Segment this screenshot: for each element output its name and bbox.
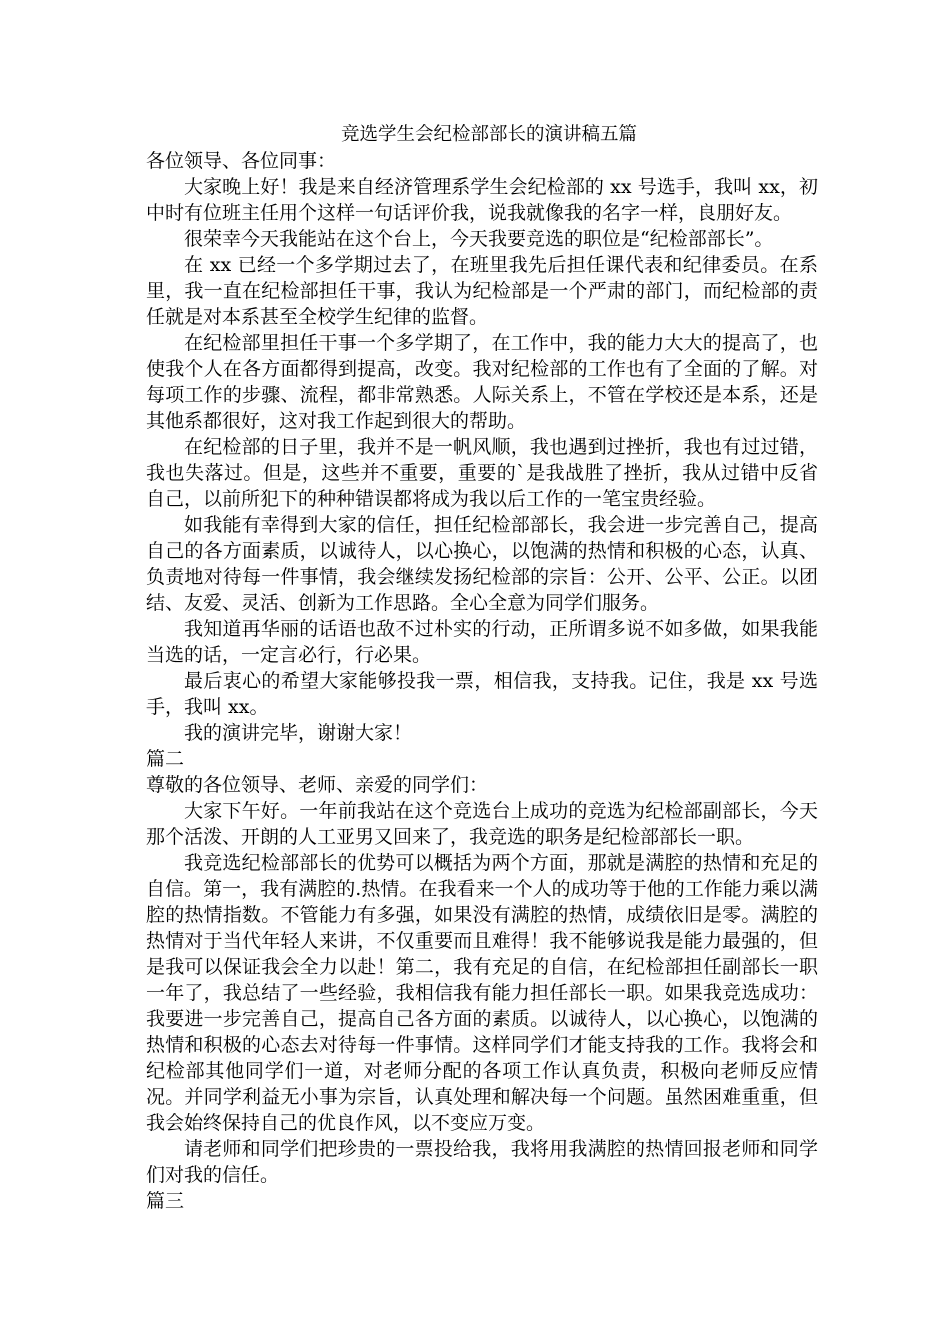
paragraph: 各位领导、各位同事： bbox=[146, 150, 337, 172]
paragraph: 在纪检部里担任干事一个多学期了，在工作中，我的能力大大的提高了，也使我个人在各方面都得到提高，改变。我对纪检部的工作也有了全面的了解。对每项工作的步骤、流程，都非常熟悉。人际关系上，不管在学校还是本系，还是其他系都很好，这对我工作起到很大的帮助。 bbox=[146, 332, 818, 432]
paragraph: 很荣幸今天我能站在这个台上，今天我要竞选的职位是“纪检部部长”。 bbox=[184, 228, 774, 250]
paragraph: 我的演讲完毕，谢谢大家！ bbox=[184, 722, 413, 744]
paragraph: 最后衷心的希望大家能够投我一票，相信我，支持我。记住，我是 xx 号选手，我叫 xx。 bbox=[146, 670, 818, 718]
paragraph: 我竞选纪检部部长的优势可以概括为两个方面，那就是满腔的热情和充足的自信。第一，我有满腔的.热情。在我看来一个人的成功等于他的工作能力乘以满腔的热情指数。不管能力有多强，如果没有满腔的热情，成绩依旧是零。满腔的热情对于当代年轻人来讲，不仅重要而且难得！我不能够说我是能力最强的，但是我可以保证我会全力以赴！第二，我有充足的自信，在纪检部担任副部长一职一年了，我总结了一些经验，我相信我有能力担任部长一职。如果我竞选成功：我要进一步完善自己，提高自己各方面的素质。以诚待人，以心换心，以饱满的热情和积极的心态去对待每一件事情。这样同学们才能支持我的工作。我将会和纪检部其他同学们一道，对老师分配的各项工作认真负责，积极向老师反应情况。并同学利益无小事为宗旨，认真处理和解决每一个问题。虽然困难重重，但我会始终保持自己的优良作风，以不变应万变。 bbox=[146, 852, 818, 1134]
paragraph: 在纪检部的日子里，我并不是一帆风顺，我也遇到过挫折，我也有过过错，我也失落过。但是，这些并不重要，重要的`是我战胜了挫折，我从过错中反省自己，以前所犯下的种种错误都将成为我以后工作的一笔宝贵经验。 bbox=[146, 436, 818, 510]
document-title: 竞选学生会纪检部部长的演讲稿五篇 bbox=[340, 124, 637, 145]
paragraph: 篇三 bbox=[146, 1190, 185, 1212]
document-body bbox=[146, 122, 818, 1214]
paragraph-list bbox=[146, 148, 818, 1214]
paragraph: 大家下午好。一年前我站在这个竞选台上成功的竞选为纪检部副部长，今天那个活泼、开朗的人工亚男又回来了，我竞选的职务是纪检部部长一职。 bbox=[146, 800, 818, 848]
paragraph: 我知道再华丽的话语也敌不过朴实的行动，正所谓多说不如多做，如果我能当选的话，一定言必行，行必果。 bbox=[146, 618, 818, 666]
paragraph: 大家晚上好！我是来自经济管理系学生会纪检部的 xx 号选手，我叫 xx，初中时有位班主任用个这样一句话评价我，说我就像我的名字一样，良朋好友。 bbox=[146, 176, 818, 224]
paragraph: 在 xx 已经一个多学期过去了，在班里我先后担任课代表和纪律委员。在系里，我一直在纪检部担任干事，我认为纪检部是一个严肃的部门，而纪检部的责任就是对本系甚至全校学生纪律的监督。 bbox=[146, 254, 818, 328]
paragraph: 如我能有幸得到大家的信任，担任纪检部部长，我会进一步完善自己，提高自己的各方面素质，以诚待人，以心换心，以饱满的热情和积极的心态，认真、负责地对待每一件事情，我会继续发扬纪检部的宗旨：公开、公平、公正。以团结、友爱、灵活、创新为工作思路。全心全意为同学们服务。 bbox=[146, 514, 818, 614]
paragraph: 篇二 bbox=[146, 748, 185, 770]
paragraph: 请老师和同学们把珍贵的一票投给我，我将用我满腔的热情回报老师和同学们对我的信任。 bbox=[146, 1138, 818, 1186]
paragraph: 尊敬的各位领导、老师、亲爱的同学们： bbox=[146, 774, 489, 796]
